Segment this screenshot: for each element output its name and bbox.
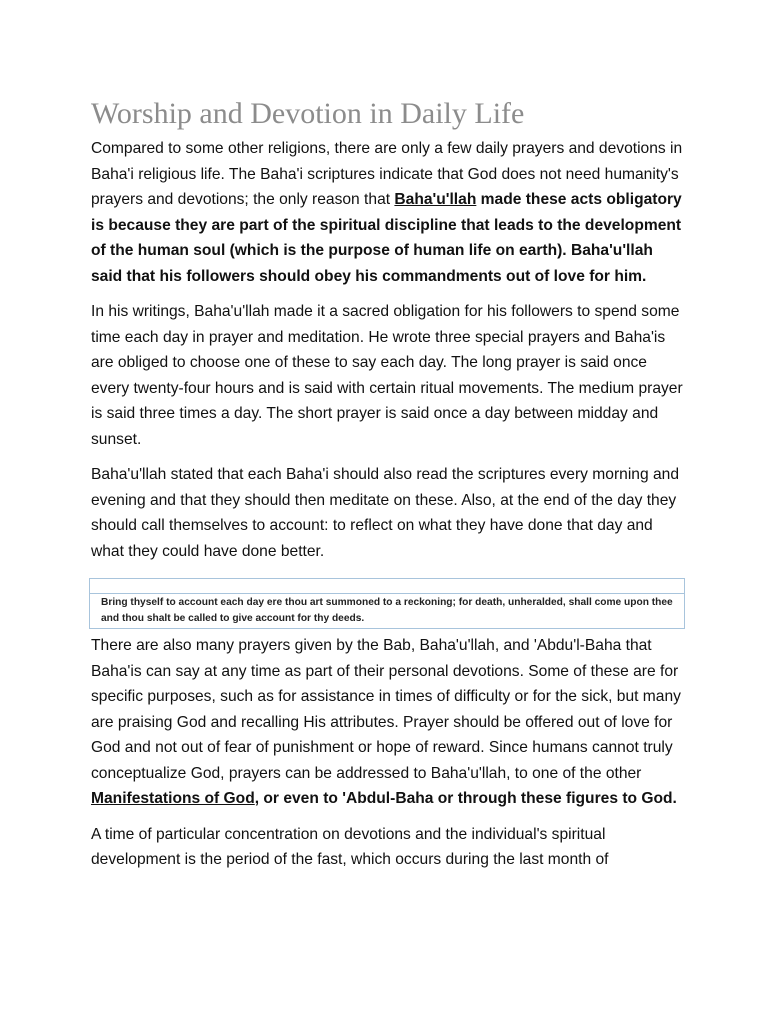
- paragraph-4: [91, 633, 683, 812]
- quote-box-header: [90, 579, 684, 594]
- bahaullah-link[interactable]: Baha'u'llah: [394, 191, 477, 208]
- paragraph-2: In his writings, Baha'u'llah made it a sacred obligation for his followers to spend some time each day in prayer and meditation. He wrote three special prayers and Baha'is are obliged to choose one of these to say each day. The long prayer is said once every twenty-four hours and is said with certain ritual movements. The medium prayer is said three times a day. The short prayer is said once a day between midday and sunset.: [91, 303, 683, 448]
- paragraph-1-text: Compared to some other religions, there are only a few daily prayers and devotions in Baha'i religious life. The Baha'i scriptures indicate that God does not need humanity's prayers and devotions; the only reason that: [91, 140, 683, 208]
- document-page: [91, 96, 683, 883]
- paragraph-4-bold: , or even to 'Abdul-Baha or through these figures to God.: [254, 790, 677, 807]
- paragraph-1-bold: made these acts obligatory is because they are part of the spiritual discipline that leads to the development of the human soul (which is the purpose of human life on earth). Baha'u'llah said that his followers should obey his commandments out of love for him.: [91, 191, 682, 285]
- paragraph-1: [91, 136, 683, 289]
- paragraph-3: Baha'u'llah stated that each Baha'i should also read the scriptures every morning and evening and that they should then meditate on these. Also, at the end of the day they should call themselves to account: to reflect on what they have done that day and what they could have done better.: [91, 466, 679, 560]
- quote-box: [89, 578, 685, 629]
- quote-text: Bring thyself to account each day ere thou art summoned to a reckoning; for death, unheralded, shall come upon thee and thou shalt be called to give account for thy deeds.: [101, 597, 673, 624]
- paragraph-5: A time of particular concentration on devotions and the individual's spiritual development is the period of the fast, which occurs during the last month of: [91, 825, 609, 868]
- page-title: Worship and Devotion in Daily Life: [91, 97, 525, 130]
- paragraph-4-text: There are also many prayers given by the Bab, Baha'u'llah, and 'Abdu'l-Baha that Baha'is can say at any time as part of their personal devotions. Some of these are for specific purposes, such as for assistance in times of difficulty or for the sick, but many are praising God and recalling His attributes. Prayer should be offered out of love for God and not out of fear of punishment or hope of reward. Since humans cannot truly conceptualize God, prayers can be addressed to Baha'u'llah, to one of the other: [91, 637, 681, 782]
- manifestations-of-god-link[interactable]: Manifestations of God: [91, 790, 255, 807]
